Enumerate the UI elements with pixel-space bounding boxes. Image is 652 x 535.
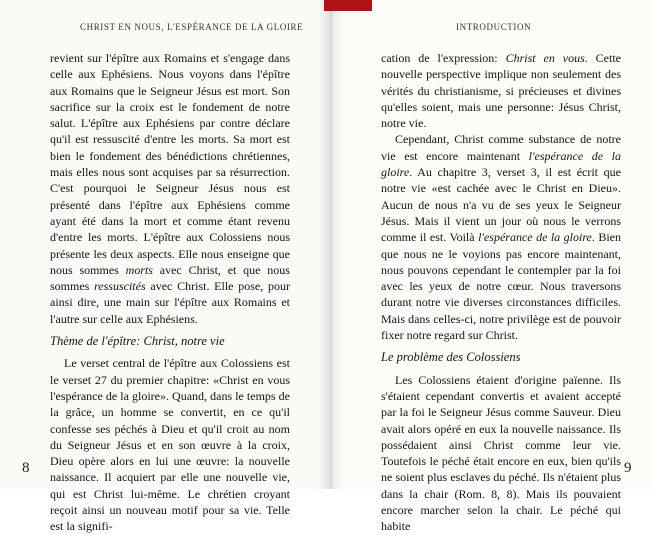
italic-run-1: morts bbox=[125, 262, 153, 277]
text-run-4: . Bien que nous ne le voyions pas encore maintenant, nous pouvons cependant le contempler par la foi avec les yeux de notre cœur. Nous traversons durant notre vie diverses circonstances difficiles. Mais dans celles-ci, notre privilège est de pouvoir fixer notre regard sur Christ. bbox=[381, 230, 621, 343]
text-run-0: cation de l'expression: bbox=[381, 51, 506, 65]
running-head-right: INTRODUCTION bbox=[456, 22, 532, 32]
text-run-0: revient sur l'épître aux Romains et s'engage dans celle aux Ephésiens. Nous voyons dans l'épître aux Romains que le Seigneur Jésus est mort. Son sacrifice sur la croix est le fondement de notre salut. L'épître aux Ephésiens par contre déclare qu'il est ressuscité d'entre les morts. Sa mort est bien le fondement des bénédictions chrétiennes, mais elles nous sont acquises par sa résurrection. C'est pourquoi le Seigneur Jésus nous est présenté dans l'épître aux Ephésiens comme ayant été dans la mort et comme étant revenu d'entre les morts. L'épître aux Colossiens nous présente les deux aspects. Elle nous enseigne que nous sommes bbox=[50, 51, 290, 277]
italic-run-3: ressuscités bbox=[94, 279, 146, 294]
text-run-2: avec Christ, et que nous sommes bbox=[50, 262, 290, 294]
paragraph-left-2: Le verset central de l'épître aux Colossiens est le verset 27 du premier chapitre: «Christ en vous l'espérance de la gloire». Quand, dans le temps de la grâce, un homme se convertit, en ce qu'il confesse ses péchés à Dieu et qu'il croit au nom du Seigneur Jésus et en son œuvre à la croix, Dieu opère alors en lui une œuvre: la nouvelle naissance. Il acquiert par elle une nouvelle vie, qui est Christ lui-même. Le chrétien croyant reçoit ainsi un nouveau motif pour sa vie. Telle est la signifi- bbox=[50, 356, 290, 534]
paragraph-left-1 bbox=[50, 50, 290, 327]
text-run-0: Cependant, Christ comme substance de notre vie est encore maintenant bbox=[381, 132, 621, 163]
text-column-right bbox=[381, 50, 621, 535]
right-page bbox=[331, 0, 652, 534]
text-run-2: . Au chapitre 3, verset 3, il est écrit que notre vie «est cachée avec le Christ en Dieu». Aucun de nous n'a vu de ses yeux le Seigneur Jésus. Mais il vient un jour où nous le verrons comme il est. Voilà bbox=[381, 165, 621, 245]
paragraph-right-2 bbox=[381, 131, 621, 343]
italic-run-3: l'espérance de la gloire bbox=[478, 230, 592, 245]
italic-run-1: l'espérance de la gloire bbox=[381, 148, 621, 180]
italic-run-1: Christ en vous bbox=[505, 51, 585, 65]
paragraph-right-3: Les Colossiens étaient d'origine païenne. Ils s'étaient cependant convertis et avaient accepté par la foi le Seigneur Jésus comme Sauveur. Dieu avait alors opéré en eux la nouvelle naissance. Ils possédaient ainsi Christ comme leur vie. Toutefois le péché était encore en eux, bien qu'ils ne soient plus esclaves du péché. Ils n'étaient plus dans la chair (Rom. 8, 8). Mais ils pouvaient encore marcher selon la chair. Le péché qui habite bbox=[381, 372, 621, 534]
text-column-left bbox=[50, 50, 290, 535]
page-number-right: 9 bbox=[624, 460, 632, 476]
section-heading-theme: Thème de l'épître: Christ, notre vie bbox=[50, 334, 225, 349]
text-run-4: avec Christ. Elle pose, pour ainsi dire, une main sur l'épître aux Romains et l'autre sur celle aux Ephésiens. bbox=[50, 279, 290, 326]
text-run-2: . Cette nouvelle perspective implique non seulement des vérités du christianisme, si précieuses et divines qu'elles soient, mais une personne: Jésus Christ, notre vie. bbox=[381, 51, 621, 131]
red-binding-tab bbox=[324, 0, 372, 11]
page-number-left: 8 bbox=[22, 460, 30, 476]
section-heading-problem: Le problème des Colossiens bbox=[381, 350, 521, 365]
running-head-left: CHRIST EN NOUS, L'ESPÉRANCE DE LA GLOIRE bbox=[80, 22, 304, 32]
paragraph-right-1 bbox=[381, 50, 621, 131]
